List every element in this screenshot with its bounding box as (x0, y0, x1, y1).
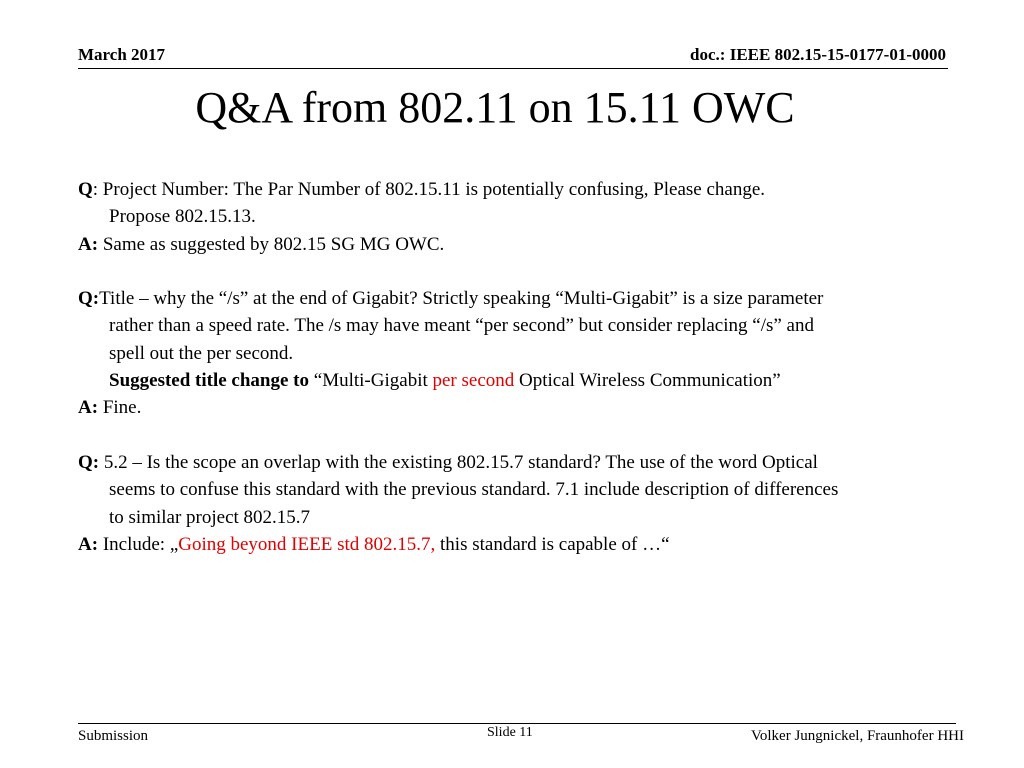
slide-body (78, 176, 998, 558)
question-label: Q: (78, 288, 100, 310)
header-doc-id: doc.: IEEE 802.15-15-0177-01-0000 (690, 45, 946, 64)
slide-title: Q&A from 802.11 on 15.11 OWC (195, 83, 795, 132)
question-line (78, 285, 998, 312)
question-label: Q (78, 179, 93, 200)
question-line (78, 176, 998, 203)
qa-block-2 (78, 285, 998, 421)
qa-block-1 (78, 176, 998, 258)
suggestion-text-pre: “Multi-Gigabit (309, 370, 433, 392)
footer-submission: Submission (78, 728, 149, 744)
answer-label: A: (78, 533, 99, 555)
suggestion-label: Suggested title change to (109, 370, 310, 392)
answer-text: Same as suggested by 802.15 SG MG OWC. (98, 233, 445, 255)
answer-line (78, 394, 998, 421)
answer-line (78, 531, 998, 558)
suggestion-text-post: Optical Wireless Communication” (514, 370, 781, 392)
question-label: Q: (78, 451, 100, 473)
question-text: Title – why the “/s” at the end of Gigabit? Strictly speaking “Multi-Gigabit” is a size parameter (99, 288, 824, 310)
answer-highlight: Going beyond IEEE std 802.15.7, (178, 533, 441, 555)
slide-number: Slide 11 (487, 725, 533, 740)
question-text: : Project Number: The Par Number of 802.15.11 is potentially confusing, Please change. (92, 179, 766, 200)
qa-block-3 (78, 449, 998, 558)
question-text-cont: seems to confuse this standard with the previous standard. 7.1 include description of differences (109, 479, 839, 501)
answer-label: A: (78, 233, 99, 255)
answer-text: Fine. (98, 397, 142, 419)
suggestion-highlight: per second (432, 370, 515, 392)
question-line (78, 449, 998, 476)
question-text-cont: Propose 802.15.13. (109, 206, 256, 228)
question-text-cont: rather than a speed rate. The /s may have meant “per second” but consider replacing “/s” and (109, 315, 814, 337)
answer-line (78, 231, 998, 258)
footer-divider (78, 723, 956, 724)
suggestion-line (78, 367, 998, 394)
answer-text-pre: Include: „ (98, 533, 179, 555)
header-date: March 2017 (78, 45, 166, 64)
question-text-cont: to similar project 802.15.7 (109, 506, 311, 528)
question-text: 5.2 – Is the scope an overlap with the existing 802.15.7 standard? The use of the word Optical (99, 451, 818, 473)
answer-label: A: (78, 397, 99, 419)
answer-text-post: this standard is capable of …“ (440, 533, 670, 555)
footer-author: Volker Jungnickel, Fraunhofer HHI (750, 728, 964, 744)
question-text-cont: spell out the per second. (109, 342, 294, 364)
header-divider (78, 68, 948, 69)
